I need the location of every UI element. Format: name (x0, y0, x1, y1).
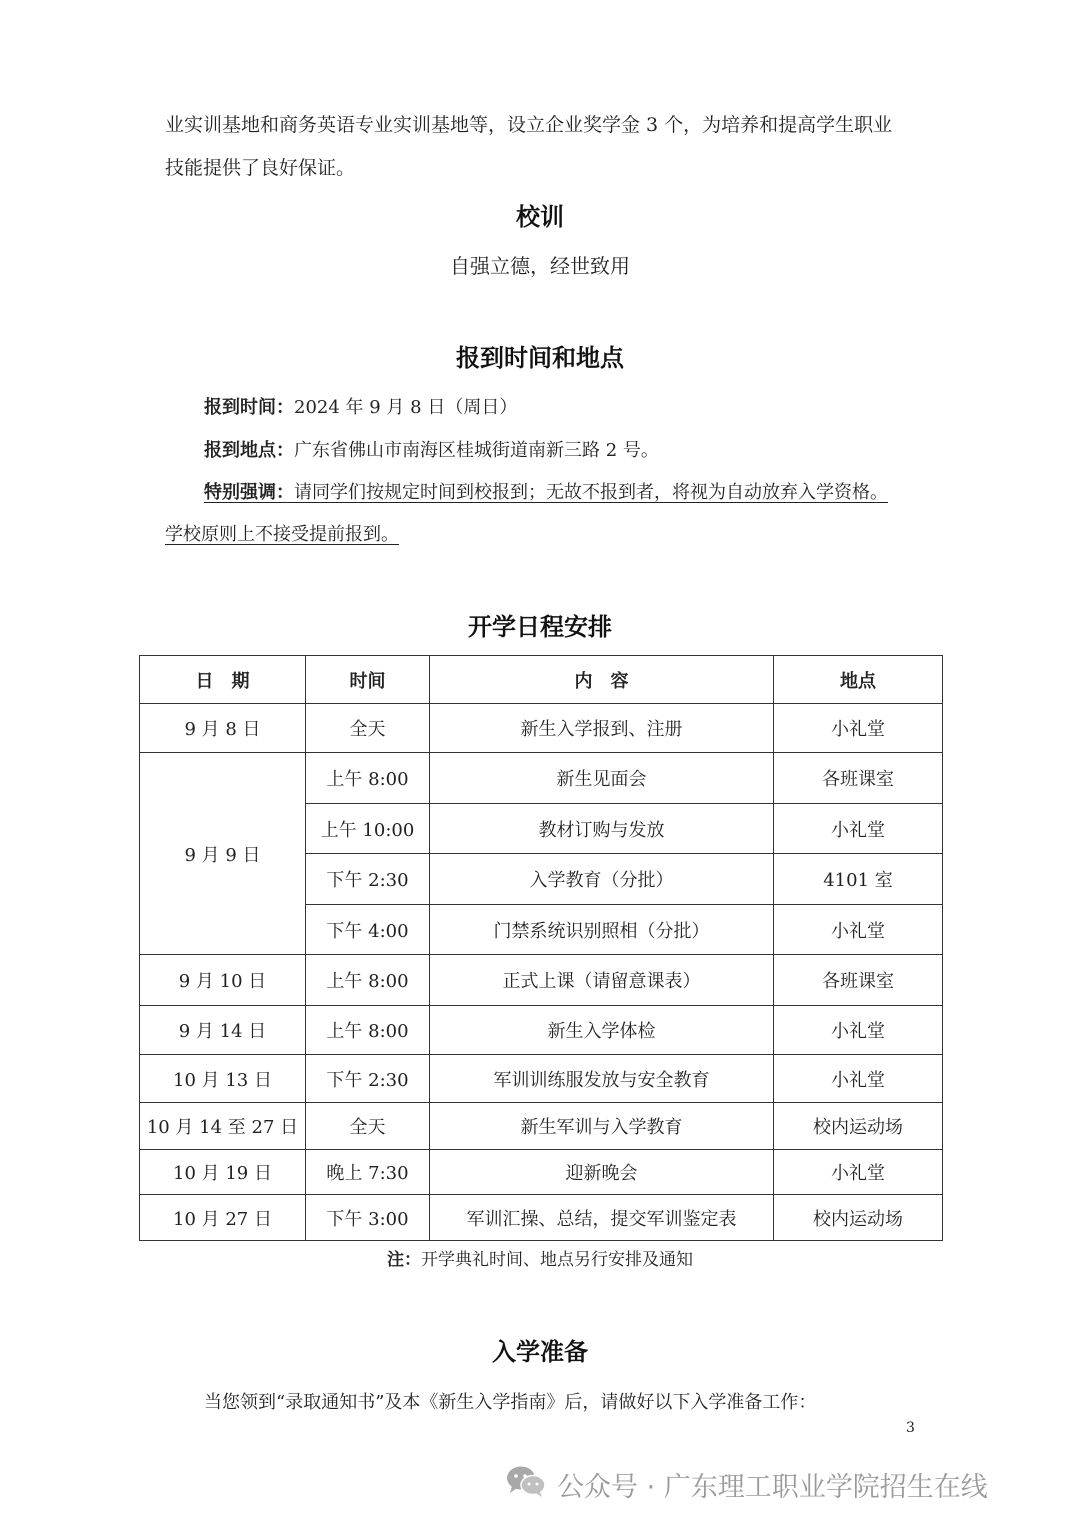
watermark (505, 1462, 988, 1506)
cell-time: 下午 3:00 (306, 1195, 430, 1241)
table-row (140, 753, 943, 804)
table-row (140, 1150, 943, 1195)
cell-content: 军训训练服发放与安全教育 (430, 1055, 774, 1103)
cell-content: 新生见面会 (430, 753, 774, 804)
table-row (140, 1103, 943, 1150)
cell-time: 下午 4:00 (306, 905, 430, 955)
cell-place: 小礼堂 (774, 1055, 943, 1103)
cell-time: 上午 8:00 (306, 1006, 430, 1055)
page-number: 3 (906, 1420, 915, 1436)
preparation-text: 当您领到“录取通知书”及本《新生入学指南》后，请做好以下入学准备工作： (204, 1392, 817, 1413)
cell-place: 小礼堂 (774, 804, 943, 854)
cell-time: 全天 (306, 1103, 430, 1150)
registration-time-value: 2024 年 9 月 8 日（周日） (294, 397, 518, 418)
table-row (140, 1055, 943, 1103)
cell-content: 新生入学体检 (430, 1006, 774, 1055)
table-header-row (140, 656, 943, 704)
registration-time-label: 报到时间： (204, 397, 294, 418)
wechat-icon (505, 1463, 547, 1506)
table-row (140, 955, 943, 1006)
cell-time: 下午 2:30 (306, 854, 430, 905)
cell-time: 下午 2:30 (306, 1055, 430, 1103)
table-row (140, 1195, 943, 1241)
cell-content: 门禁系统识别照相（分批） (430, 905, 774, 955)
cell-place: 校内运动场 (774, 1195, 943, 1241)
registration-notice-line-1: 请同学们按规定时间到校报到；无故不报到者，将视为自动放弃入学资格。 (294, 482, 888, 503)
cell-content: 新生军训与入学教育 (430, 1103, 774, 1150)
registration-time (204, 396, 517, 420)
cell-place: 校内运动场 (774, 1103, 943, 1150)
schedule-note (0, 1249, 1080, 1271)
cell-place: 各班课室 (774, 753, 943, 804)
header-time: 时间 (306, 656, 430, 704)
cell-date: 10 月 19 日 (140, 1150, 306, 1195)
watermark-text: 公众号 · 广东理工职业学院招生在线 (557, 1471, 988, 1503)
cell-time: 上午 10:00 (306, 804, 430, 854)
motto-title: 校训 (516, 203, 564, 231)
cell-content: 教材订购与发放 (430, 804, 774, 854)
cell-place: 小礼堂 (774, 905, 943, 955)
cell-time: 晚上 7:30 (306, 1150, 430, 1195)
header-content: 内 容 (430, 656, 774, 704)
table-row (140, 704, 943, 753)
schedule-note-label: 注： (387, 1250, 421, 1270)
cell-time: 上午 8:00 (306, 753, 430, 804)
schedule-note-text: 开学典礼时间、地点另行安排及通知 (421, 1250, 693, 1270)
cell-date: 9 月 10 日 (140, 955, 306, 1006)
cell-date: 9 月 14 日 (140, 1006, 306, 1055)
preparation-title: 入学准备 (492, 1338, 588, 1366)
registration-notice-label: 特别强调： (204, 482, 294, 503)
cell-content: 新生入学报到、注册 (430, 704, 774, 753)
cell-place: 小礼堂 (774, 704, 943, 753)
cell-place: 小礼堂 (774, 1006, 943, 1055)
cell-place: 4101 室 (774, 854, 943, 905)
table-row (140, 1006, 943, 1055)
registration-place-label: 报到地点： (204, 440, 294, 461)
cell-time: 上午 8:00 (306, 955, 430, 1006)
cell-date: 9 月 8 日 (140, 704, 306, 753)
registration-notice (204, 481, 888, 505)
cell-place: 小礼堂 (774, 1150, 943, 1195)
header-date: 日 期 (140, 656, 306, 704)
cell-content: 正式上课（请留意课表） (430, 955, 774, 1006)
cell-time: 全天 (306, 704, 430, 753)
cell-content: 军训汇操、总结，提交军训鉴定表 (430, 1195, 774, 1241)
registration-title: 报到时间和地点 (456, 344, 624, 372)
header-place: 地点 (774, 656, 943, 704)
registration-place-value: 广东省佛山市南海区桂城街道南新三路 2 号。 (294, 440, 659, 461)
cell-date: 10 月 27 日 (140, 1195, 306, 1241)
intro-line-2: 技能提供了良好保证。 (165, 157, 356, 179)
schedule-table (139, 655, 943, 1241)
intro-line-1: 业实训基地和商务英语专业实训基地等，设立企业奖学金 3 个，为培养和提高学生职业 (165, 114, 893, 136)
cell-content: 迎新晚会 (430, 1150, 774, 1195)
cell-date: 9 月 9 日 (140, 753, 306, 955)
cell-date: 10 月 13 日 (140, 1055, 306, 1103)
registration-notice-line-2: 学校原则上不接受提前报到。 (165, 524, 399, 545)
registration-place (204, 439, 659, 463)
schedule-title: 开学日程安排 (468, 613, 612, 641)
cell-content: 入学教育（分批） (430, 854, 774, 905)
cell-place: 各班课室 (774, 955, 943, 1006)
motto-text: 自强立德，经世致用 (450, 254, 630, 278)
cell-date: 10 月 14 至 27 日 (140, 1103, 306, 1150)
